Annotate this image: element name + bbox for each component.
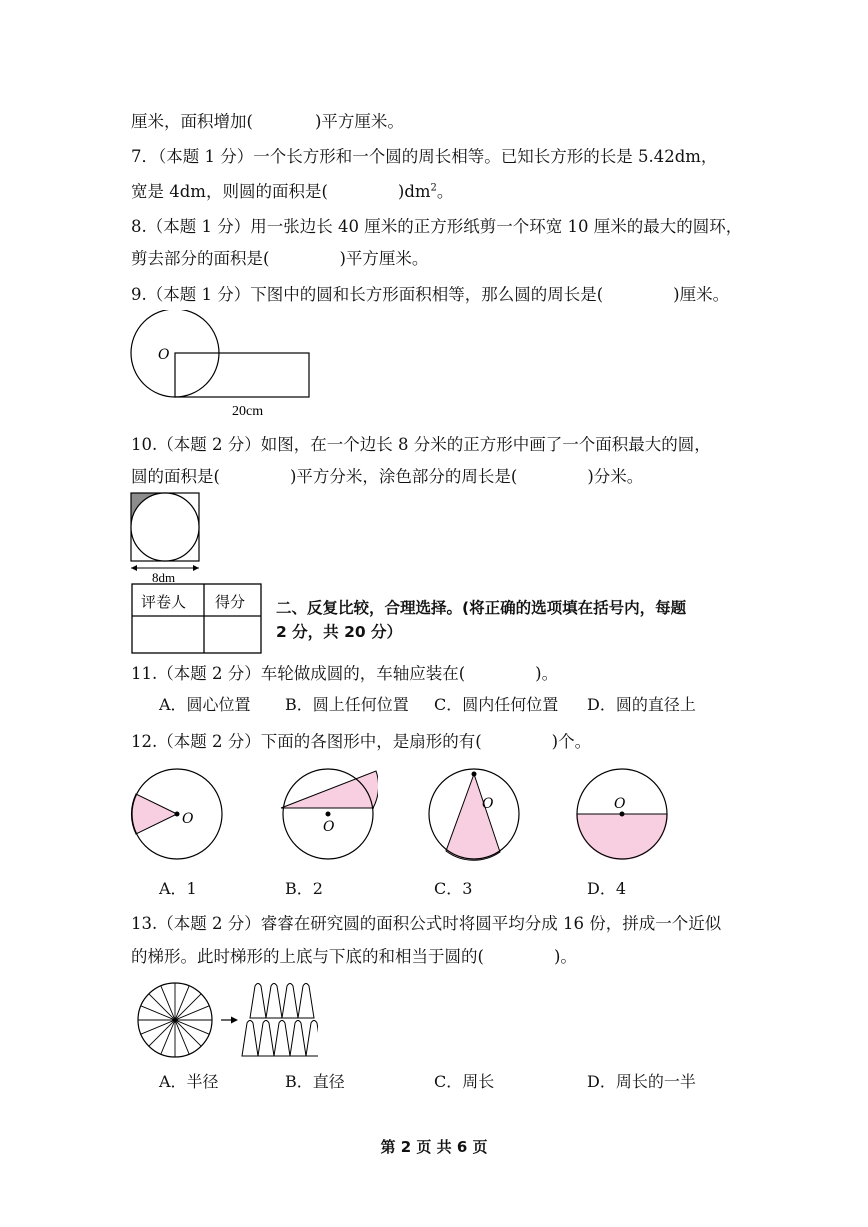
sector-piece xyxy=(274,1021,290,1057)
arrow-head xyxy=(231,1017,238,1024)
q13-option-a[interactable]: A．半径 xyxy=(159,1072,219,1091)
sector-piece xyxy=(282,984,298,1019)
continuation-line xyxy=(131,111,404,133)
center-dot xyxy=(175,812,180,817)
trapezoid-pieces xyxy=(242,984,318,1057)
center-label: O xyxy=(158,347,170,363)
sector-piece xyxy=(258,1021,274,1057)
text: 圆的面积是( xyxy=(131,467,220,486)
square-circle-figure xyxy=(128,490,208,585)
text: 9.（本题 1 分）下图中的圆和长方形面积相等，那么圆的周长是( xyxy=(131,285,604,304)
q12-option-a[interactable]: A．1 xyxy=(159,879,197,898)
text: 。 xyxy=(436,182,454,201)
circle-shape xyxy=(131,493,199,561)
text: 剪去部分的面积是( xyxy=(131,249,270,268)
q11-option-d[interactable]: D．圆的直径上 xyxy=(587,695,696,714)
figure-12c xyxy=(426,768,526,863)
question-13-line-2 xyxy=(131,946,577,968)
sector-piece xyxy=(306,1021,318,1057)
question-7-line-2 xyxy=(131,181,453,203)
text: )分米。 xyxy=(587,467,644,486)
q12-option-c[interactable]: C．3 xyxy=(434,879,473,898)
q11-option-b[interactable]: B．圆上任何位置 xyxy=(285,695,409,714)
rectangle-shape xyxy=(175,353,309,397)
center-label: O xyxy=(182,811,194,827)
text: 厘米，面积增加( xyxy=(131,112,253,131)
superscript: 2 xyxy=(430,182,437,194)
figure-12d xyxy=(574,768,674,863)
q12-option-b[interactable]: B．2 xyxy=(285,879,323,898)
text: )dm xyxy=(397,182,431,201)
question-11-line xyxy=(131,663,558,685)
text: 的梯形。此时梯形的上底与下底的和相当于圆的( xyxy=(131,947,484,966)
score-label: 得分 xyxy=(215,593,246,611)
center-dot xyxy=(326,812,331,817)
text: )厘米。 xyxy=(673,285,730,304)
sector-piece xyxy=(266,984,282,1019)
q11-option-a[interactable]: A．圆心位置 xyxy=(159,695,251,714)
divided-circle xyxy=(138,983,212,1057)
figure-12a xyxy=(130,768,230,863)
grader-label: 评卷人 xyxy=(141,593,187,611)
score-table xyxy=(131,583,263,655)
sector-shape xyxy=(446,774,500,860)
center-dot xyxy=(620,812,625,817)
sector-piece xyxy=(242,1021,258,1057)
sector-shape xyxy=(131,794,177,834)
vertex-dot xyxy=(472,772,477,777)
text: )平方厘米。 xyxy=(314,112,404,131)
question-7-line-1: 7．（本题 1 分）一个长方形和一个圆的周长相等。已知长方形的长是 5.42dm， xyxy=(131,147,718,166)
text: )个。 xyxy=(551,732,592,751)
semicircle-shape xyxy=(576,814,668,860)
text: 宽是 4dm，则圆的面积是( xyxy=(131,182,328,201)
question-8-line-1: 8.（本题 1 分）用一张边长 40 厘米的正方形纸剪一个环宽 10 厘米的最大的圆环， xyxy=(131,217,743,236)
text: 11.（本题 2 分）车轮做成圆的，车轴应装在( xyxy=(131,664,466,683)
center-label: O xyxy=(482,796,494,812)
q12-option-d[interactable]: D．4 xyxy=(587,879,627,898)
question-12-line xyxy=(131,731,591,753)
section-2-heading-line-1: 二、反复比较，合理选择。(将正确的选项填在括号内，每题 xyxy=(276,599,687,617)
q13-option-d[interactable]: D．周长的一半 xyxy=(587,1072,696,1091)
center-label: O xyxy=(614,796,626,812)
center-label: O xyxy=(323,819,335,835)
text: 12.（本题 2 分）下面的各图形中，是扇形的有( xyxy=(131,732,482,751)
page-footer: 第 2 页 共 6 页 xyxy=(380,1138,488,1156)
question-13-line-1: 13.（本题 2 分）睿睿在研究圆的面积公式时将圆平均分成 16 份，拼成一个近似 xyxy=(131,914,722,933)
sector-piece xyxy=(290,1021,306,1057)
question-10-line-2 xyxy=(131,466,643,488)
q11-option-c[interactable]: C．圆内任何位置 xyxy=(434,695,559,714)
circle-rectangle-figure xyxy=(128,310,318,420)
question-10-line-1: 10.（本题 2 分）如图，在一个边长 8 分米的正方形中画了一个面积最大的圆， xyxy=(131,435,711,454)
text: )平方分米，涂色部分的周长是( xyxy=(289,467,518,486)
sector-piece xyxy=(298,984,314,1019)
text: )。 xyxy=(553,947,577,966)
q13-option-c[interactable]: C．周长 xyxy=(434,1072,495,1091)
sector-piece xyxy=(250,984,266,1019)
width-label: 20cm xyxy=(232,404,264,419)
text: )平方厘米。 xyxy=(339,249,429,268)
segment-shape xyxy=(281,771,378,808)
question-8-line-2 xyxy=(131,248,428,270)
figure-12b xyxy=(278,768,378,863)
text: )。 xyxy=(535,664,559,683)
question-9-line xyxy=(131,284,729,306)
q13-option-b[interactable]: B．直径 xyxy=(285,1072,345,1091)
section-2-heading-line-2: 2 分，共 20 分） xyxy=(276,623,403,641)
circle-to-trapezoid-figure xyxy=(128,980,318,1060)
side-label: 8dm xyxy=(152,570,176,585)
